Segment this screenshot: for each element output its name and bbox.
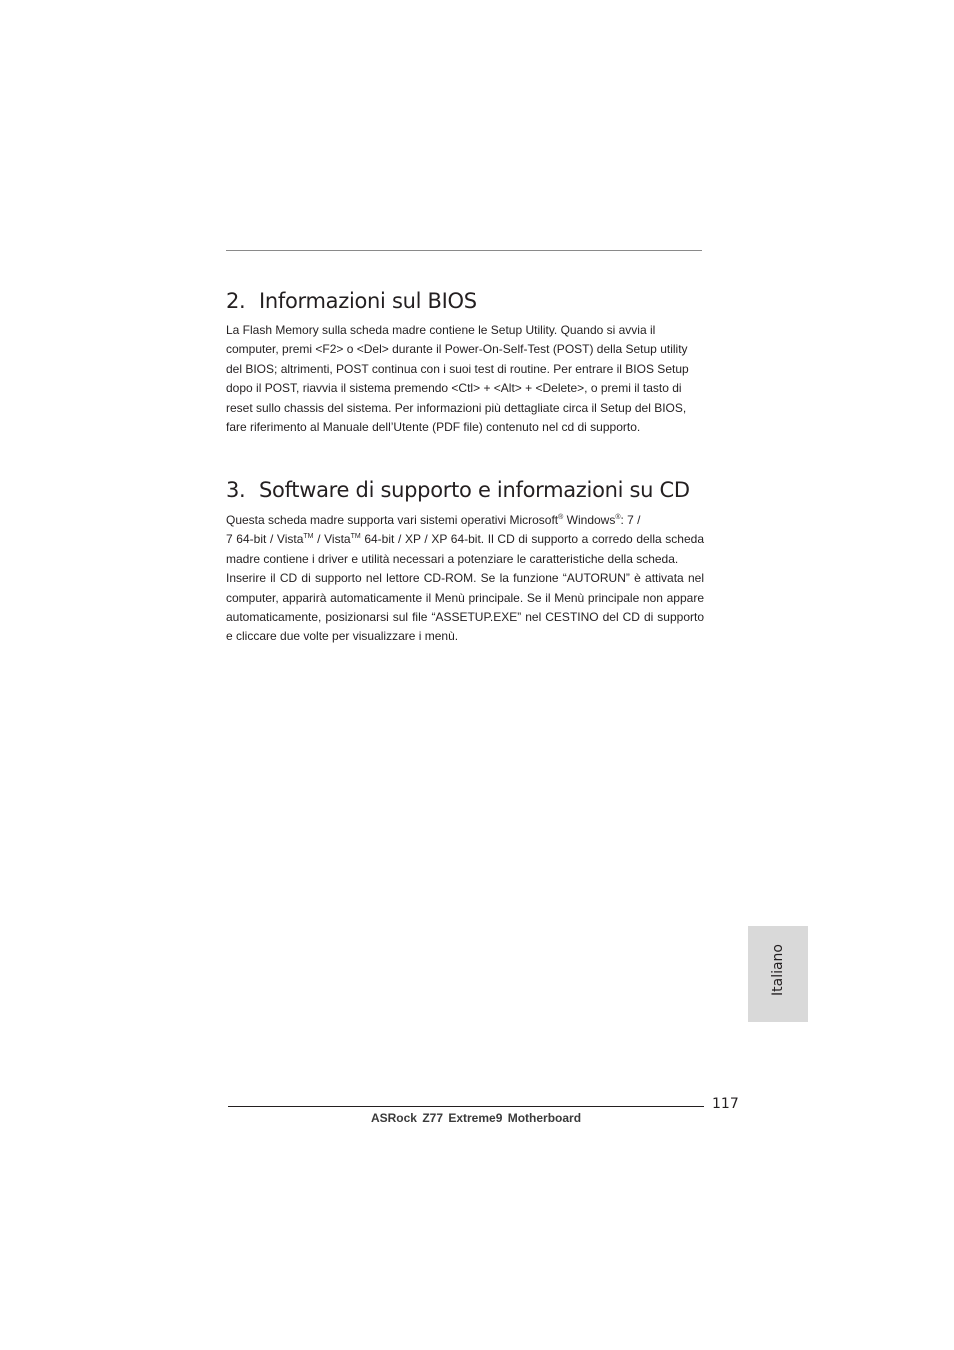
section-heading-software xyxy=(226,475,704,505)
compat-text: 7 64-bit / Vista xyxy=(226,532,304,547)
top-divider xyxy=(226,250,702,251)
section-heading-bios xyxy=(226,286,704,316)
bios-paragraph: La Flash Memory sulla scheda madre contiene le Setup Utility. Quando si avvia il computer, premi <F2> o <Del> durante il Power-On-Self-Test (POST) della Setup utility del BIOS; altrimenti, POST continua con i suoi test di routine. Per entrare il BIOS Setup dopo il POST, riavvia il sistema premendo <Ctl> + <Alt> + <Delete>, o premi il tasto di reset sullo chassis del sistema. Per informazioni più dettagliate circa il Setup del BIOS, fare riferimento al Manuale dell’Utente (PDF file) contenuto nel cd di supporto. xyxy=(226,323,689,435)
section-number: 3. xyxy=(226,478,246,502)
os-text: Windows xyxy=(563,513,616,527)
language-tab xyxy=(748,926,808,1022)
software-paragraph-2: Inserire il CD di supporto nel lettore CD-ROM. Se la funzione “AUTORUN” è attivata nel computer, apparirà automaticamente il Menù principale. Se il Menù principale non appare automaticamente, posizionarsi sul file “ASSETUP.EXE” nel CESTINO del CD di supporto e cliccare due volte per visualizzare i menù. xyxy=(226,571,704,644)
trademark-mark: TM xyxy=(350,533,361,541)
compat-text: 64-bit / XP / XP 64-bit. Il CD di supporto a corredo della scheda madre contiene i driver e utilità necessari a potenziare le caratteristiche della scheda. xyxy=(226,532,705,566)
os-text: Questa scheda madre supporta vari sistemi operativi Microsoft xyxy=(226,513,559,527)
section-software-cd xyxy=(226,475,704,647)
section-title: Informazioni sul BIOS xyxy=(259,289,477,313)
section-number: 2. xyxy=(226,289,246,313)
os-text: : 7 / xyxy=(620,513,641,527)
os-support-line xyxy=(226,511,704,530)
registered-mark: ® xyxy=(558,514,564,521)
trademark-mark: TM xyxy=(303,533,314,541)
compat-text: / Vista xyxy=(313,532,351,547)
section-bios-info xyxy=(226,286,704,437)
page-number: 117 xyxy=(712,1096,739,1112)
footer-product-title: ASRock Z77 Extreme9 Motherboard xyxy=(370,1111,582,1125)
section-title: Software di supporto e informazioni su CD xyxy=(259,478,690,502)
language-tab-label: Italiano xyxy=(770,944,786,996)
software-paragraph-1 xyxy=(226,530,704,569)
registered-mark: ® xyxy=(615,514,621,521)
footer-divider xyxy=(228,1106,704,1107)
